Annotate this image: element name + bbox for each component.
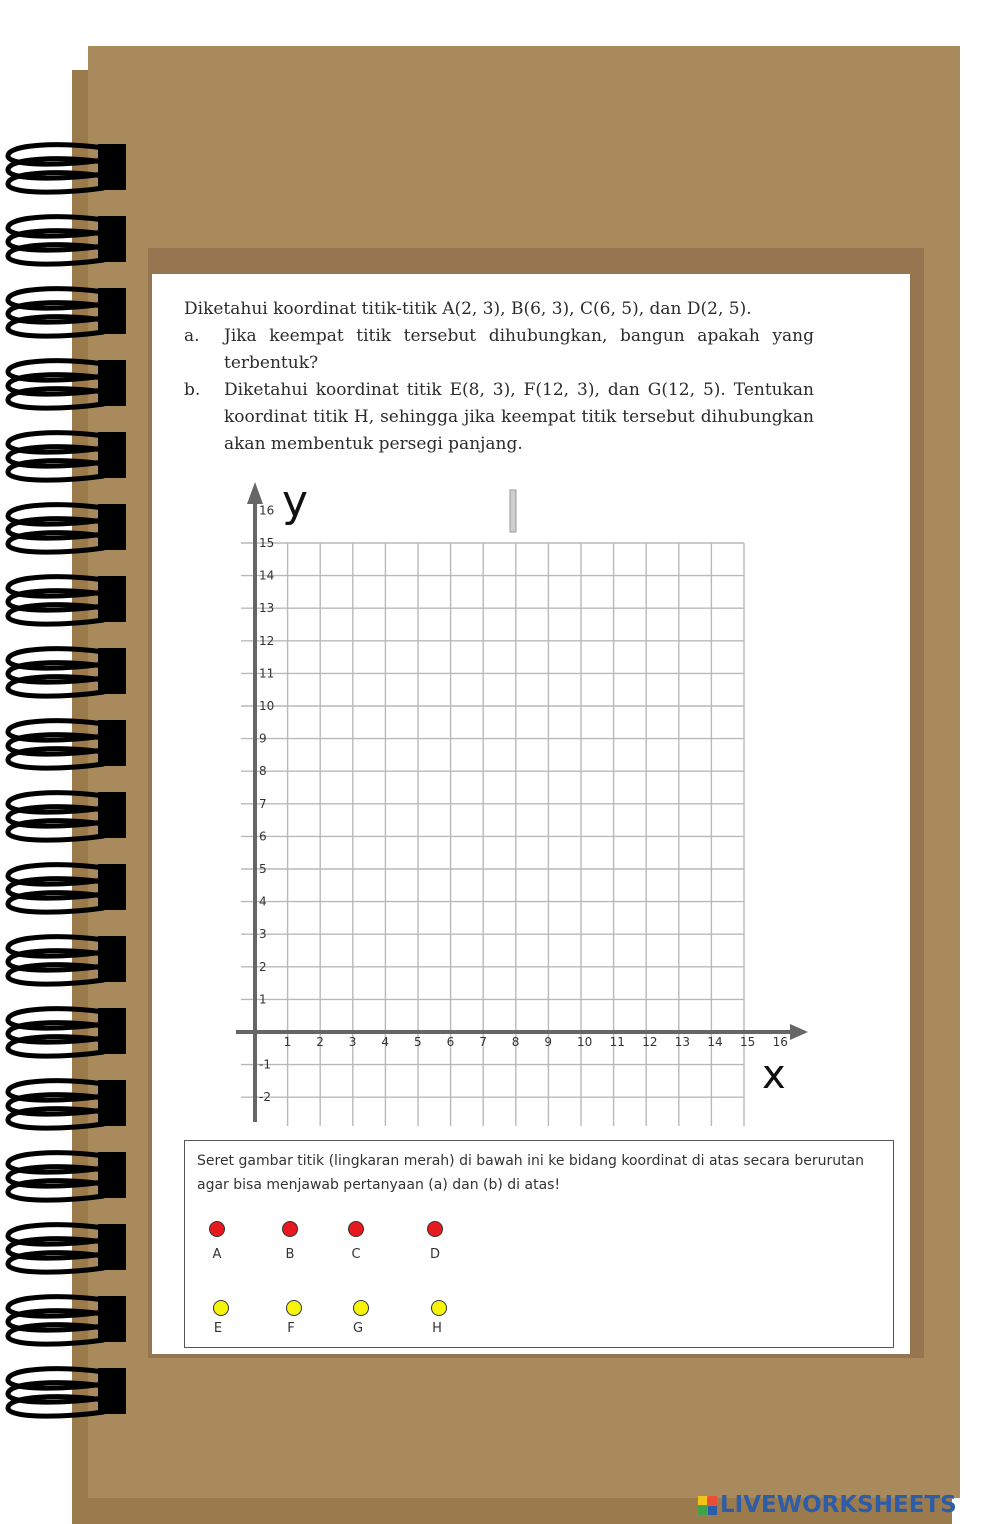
y-tick-label: 5 <box>259 862 267 876</box>
point-g-label: G <box>352 1321 364 1336</box>
y-tick-label: 4 <box>259 894 267 909</box>
spiral-ring <box>8 360 126 408</box>
y-tick-label: 12 <box>259 633 275 648</box>
x-tick-label: 6 <box>446 1035 455 1049</box>
spiral-ring <box>8 864 126 912</box>
point-a-red-circle[interactable] <box>209 1221 225 1237</box>
x-tick-label: 7 <box>479 1035 487 1049</box>
instruction-box <box>184 1140 894 1348</box>
x-tick-label: 8 <box>511 1035 520 1049</box>
question-intro: Diketahui koordinat titik-titik A(2, 3), B(6, 3), C(6, 5), dan D(2, 5). <box>184 299 752 319</box>
x-tick-label: 11 <box>609 1035 625 1049</box>
question-item-a <box>184 323 814 377</box>
y-tick-label: 6 <box>259 829 267 844</box>
y-tick-label: -1 <box>259 1057 271 1072</box>
question-letter: b. <box>184 380 201 400</box>
x-tick-label: 12 <box>642 1035 658 1049</box>
question-item-b <box>184 377 814 458</box>
y-tick-label: 9 <box>259 731 267 746</box>
x-tick-label: 1 <box>283 1035 292 1049</box>
question-text: Diketahui koordinat titik E(8, 3), F(12, 3), dan G(12, 5). Tentukan koordinat titik H, sehingga jika keempat titik tersebut dihubungkan akan membentuk persegi panjang. <box>224 380 814 454</box>
y-tick-label: 14 <box>259 568 275 583</box>
spiral-ring <box>8 1008 126 1056</box>
y-tick-label: 11 <box>259 666 275 681</box>
point-b-red-circle[interactable] <box>282 1221 298 1237</box>
y-tick-label: 8 <box>259 764 267 779</box>
spiral-ring <box>8 720 126 768</box>
spiral-ring <box>8 576 126 624</box>
spiral-binding <box>0 0 140 1524</box>
spiral-ring <box>8 1296 126 1344</box>
x-tick-label: 14 <box>707 1035 723 1049</box>
x-tick-label: 5 <box>414 1035 422 1049</box>
y-tick-label: 10 <box>259 699 275 713</box>
point-g-yellow-circle[interactable] <box>353 1300 369 1316</box>
x-axis-arrow <box>790 1024 808 1040</box>
y-tick-label: 13 <box>259 601 275 616</box>
y-tick-label: 2 <box>259 959 267 974</box>
point-a-label: A <box>212 1247 222 1262</box>
point-c-red-circle[interactable] <box>348 1221 364 1237</box>
x-tick-label: 16 <box>772 1035 788 1049</box>
point-d-red-circle[interactable] <box>427 1221 443 1237</box>
instruction-text: Seret gambar titik (lingkaran merah) di bawah ini ke bidang koordinat di atas secara berurutan agar bisa menjawab pertanyaan (a) dan (b) di atas! <box>197 1153 865 1193</box>
y-axis-label: y <box>282 478 309 527</box>
spiral-ring <box>8 1368 126 1416</box>
point-f-label: F <box>287 1321 295 1336</box>
x-tick-label: 4 <box>381 1035 390 1049</box>
spiral-ring <box>8 936 126 984</box>
spiral-ring <box>8 288 126 336</box>
point-f-yellow-circle[interactable] <box>286 1300 302 1316</box>
point-c-label: C <box>351 1247 361 1262</box>
point-e-yellow-circle[interactable] <box>213 1300 229 1316</box>
question-letter: a. <box>184 326 200 346</box>
y-axis-arrow <box>247 482 263 504</box>
x-tick-label: 13 <box>674 1035 691 1049</box>
logo-text: LIVEWORKSHEETS <box>720 1492 957 1518</box>
spiral-ring <box>8 648 126 696</box>
x-axis-label: x <box>762 1052 786 1098</box>
spiral-ring <box>8 216 126 264</box>
x-tick-label: 2 <box>316 1035 324 1049</box>
point-b-label: B <box>285 1247 295 1262</box>
point-e-label: E <box>213 1321 223 1336</box>
y-tick-label: 1 <box>259 992 267 1007</box>
spiral-ring <box>8 144 126 192</box>
point-d-label: D <box>429 1247 440 1262</box>
x-tick-label: 10 <box>577 1035 593 1049</box>
spiral-ring <box>8 1224 126 1272</box>
liveworksheets-logo[interactable] <box>698 1490 957 1520</box>
spiral-ring <box>8 1152 126 1200</box>
y-tick-label: 16 <box>259 503 275 518</box>
coordinate-plane[interactable] <box>230 478 830 1128</box>
question-block <box>184 296 814 458</box>
axes <box>236 482 808 1122</box>
text-cursor-marker <box>510 490 516 532</box>
point-h-label: H <box>432 1321 442 1336</box>
question-text: Jika keempat titik tersebut dihubungkan, bangun apakah yang terbentuk? <box>224 326 814 373</box>
spiral-ring <box>8 504 126 552</box>
point-h-yellow-circle[interactable] <box>431 1300 447 1316</box>
x-tick-label: 15 <box>740 1035 756 1049</box>
x-tick-label: 9 <box>544 1035 553 1049</box>
spiral-ring <box>8 1080 126 1128</box>
spiral-ring <box>8 432 126 480</box>
x-tick-label: 3 <box>348 1035 357 1049</box>
y-tick-label: 7 <box>259 796 267 811</box>
y-tick-label: 15 <box>259 536 275 550</box>
y-tick-label: -2 <box>259 1090 271 1105</box>
logo-grid-icon <box>698 1496 717 1515</box>
spiral-ring <box>8 792 126 840</box>
y-tick-label: 3 <box>259 927 267 942</box>
